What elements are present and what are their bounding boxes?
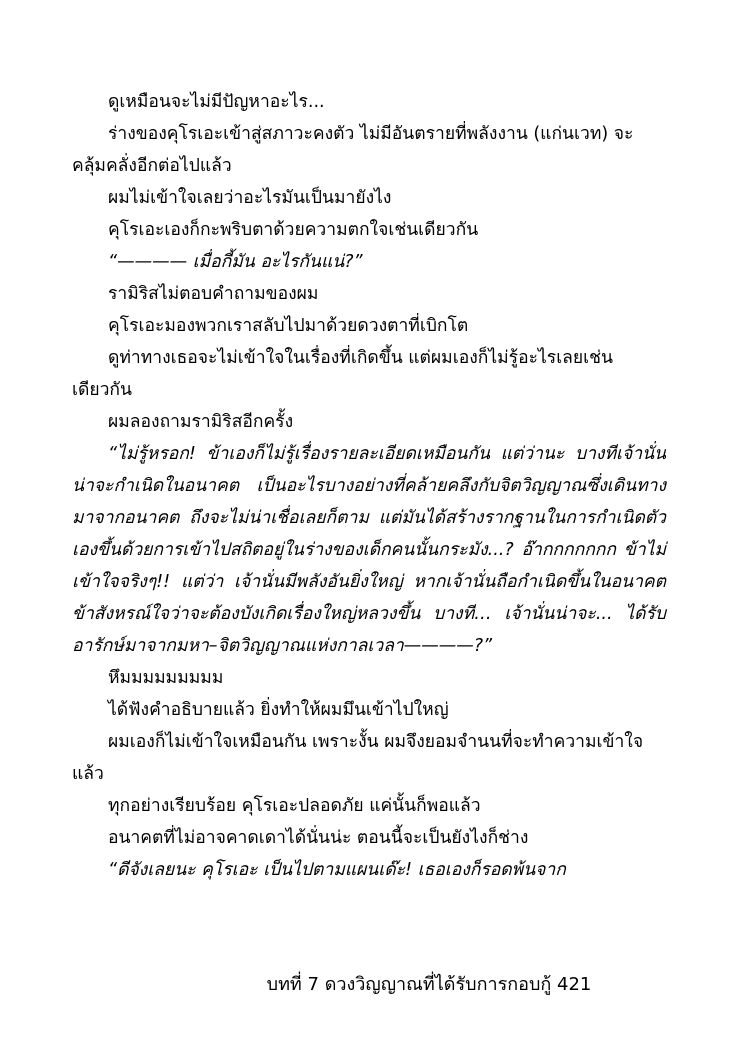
paragraph: คุโรเอะมองพวกเราสลับไปมาด้วยดวงตาที่เบิกโต [108, 316, 469, 336]
paragraph: รามิริสไม่ตอบคำถามของผม [108, 284, 319, 304]
paragraph: ร่างของคุโรเอะเข้าสู่สภาวะคงตัว ไม่มีอันตรายที่พลังงาน (แก่นเวท) จะคลุ้มคลั่งอีกต่อไปแล้ว [72, 124, 634, 176]
footer-chapter-and-page: บทที่ 7 ดวงวิญญาณที่ได้รับการกอบกู้ 421 [266, 974, 592, 995]
paragraph: ได้ฟังคำอธิบายแล้ว ยิ่งทำให้ผมมึนเข้าไปใหญ่ [108, 700, 449, 720]
paragraph: ทุกอย่างเรียบร้อย คุโรเอะปลอดภัย แค่นั้นก็พอแล้ว [108, 796, 481, 816]
page-body [72, 86, 666, 886]
paragraph-dialogue: “———— เมื่อกี้มัน อะไรกันแน่?” [108, 252, 363, 272]
paragraph: คุโรเอะเองก็กะพริบตาด้วยความตกใจเช่นเดียวกัน [108, 220, 479, 240]
paragraph: อนาคตที่ไม่อาจคาดเดาได้นั่นน่ะ ตอนนี้จะเป็นยังไงก็ช่าง [108, 828, 529, 848]
paragraph: ดูท่าทางเธอจะไม่เข้าใจในเรื่องที่เกิดขึ้น แต่ผมเองก็ไม่รู้อะไรเลยเช่นเดียวกัน [72, 348, 613, 400]
paragraph-dialogue: “ไม่รู้หรอก! ข้าเองก็ไม่รู้เรื่องรายละเอียดเหมือนกัน แต่ว่านะ บางทีเจ้านั่น น่าจะกำเนิดในอนาคต เป็นอะไรบางอย่างที่คล้ายคลึงกับจิตวิญญาณซึ่งเดินทางมาจากอนาคต ถึงจะไม่น่าเชื่อเลยก็ตาม แต่มันได้สร้างรากฐานในการกำเนิดตัวเองขึ้นด้วยการเข้าไปสถิตอยู่ในร่างของเด็กคนนั้นกระมัง...? อ๊ากกกกกกก ข้าไม่เข้าใจจริงๆ!! แต่ว่า เจ้านั่นมีพลังอันยิ่งใหญ่ หากเจ้านั่นถือกำเนิดขึ้นในอนาคต ข้าสังหรณ์ใจว่าจะต้องบังเกิดเรื่องใหญ่หลวงขึ้น บางที… เจ้านั่นน่าจะ... ได้รับอารักษ์มาจากมหา–จิตวิญญาณแห่งกาลเวลา————?” [72, 444, 666, 656]
paragraph: ดูเหมือนจะไม่มีปัญหาอะไร... [108, 92, 325, 112]
paragraph: ผมเองก็ไม่เข้าใจเหมือนกัน เพราะงั้น ผมจึงยอมจำนนที่จะทำความเข้าใจแล้ว [72, 732, 644, 784]
paragraph: หึมมมมมมมมม [108, 668, 224, 688]
page-footer [0, 971, 738, 999]
paragraph-dialogue: “ดีจังเลยนะ คุโรเอะ เป็นไปตามแผนเด๊ะ! เธอเองก็รอดพ้นจาก [108, 860, 566, 880]
paragraph: ผมไม่เข้าใจเลยว่าอะไรมันเป็นมายังไง [108, 188, 392, 208]
paragraph: ผมลองถามรามิริสอีกครั้ง [108, 412, 294, 432]
